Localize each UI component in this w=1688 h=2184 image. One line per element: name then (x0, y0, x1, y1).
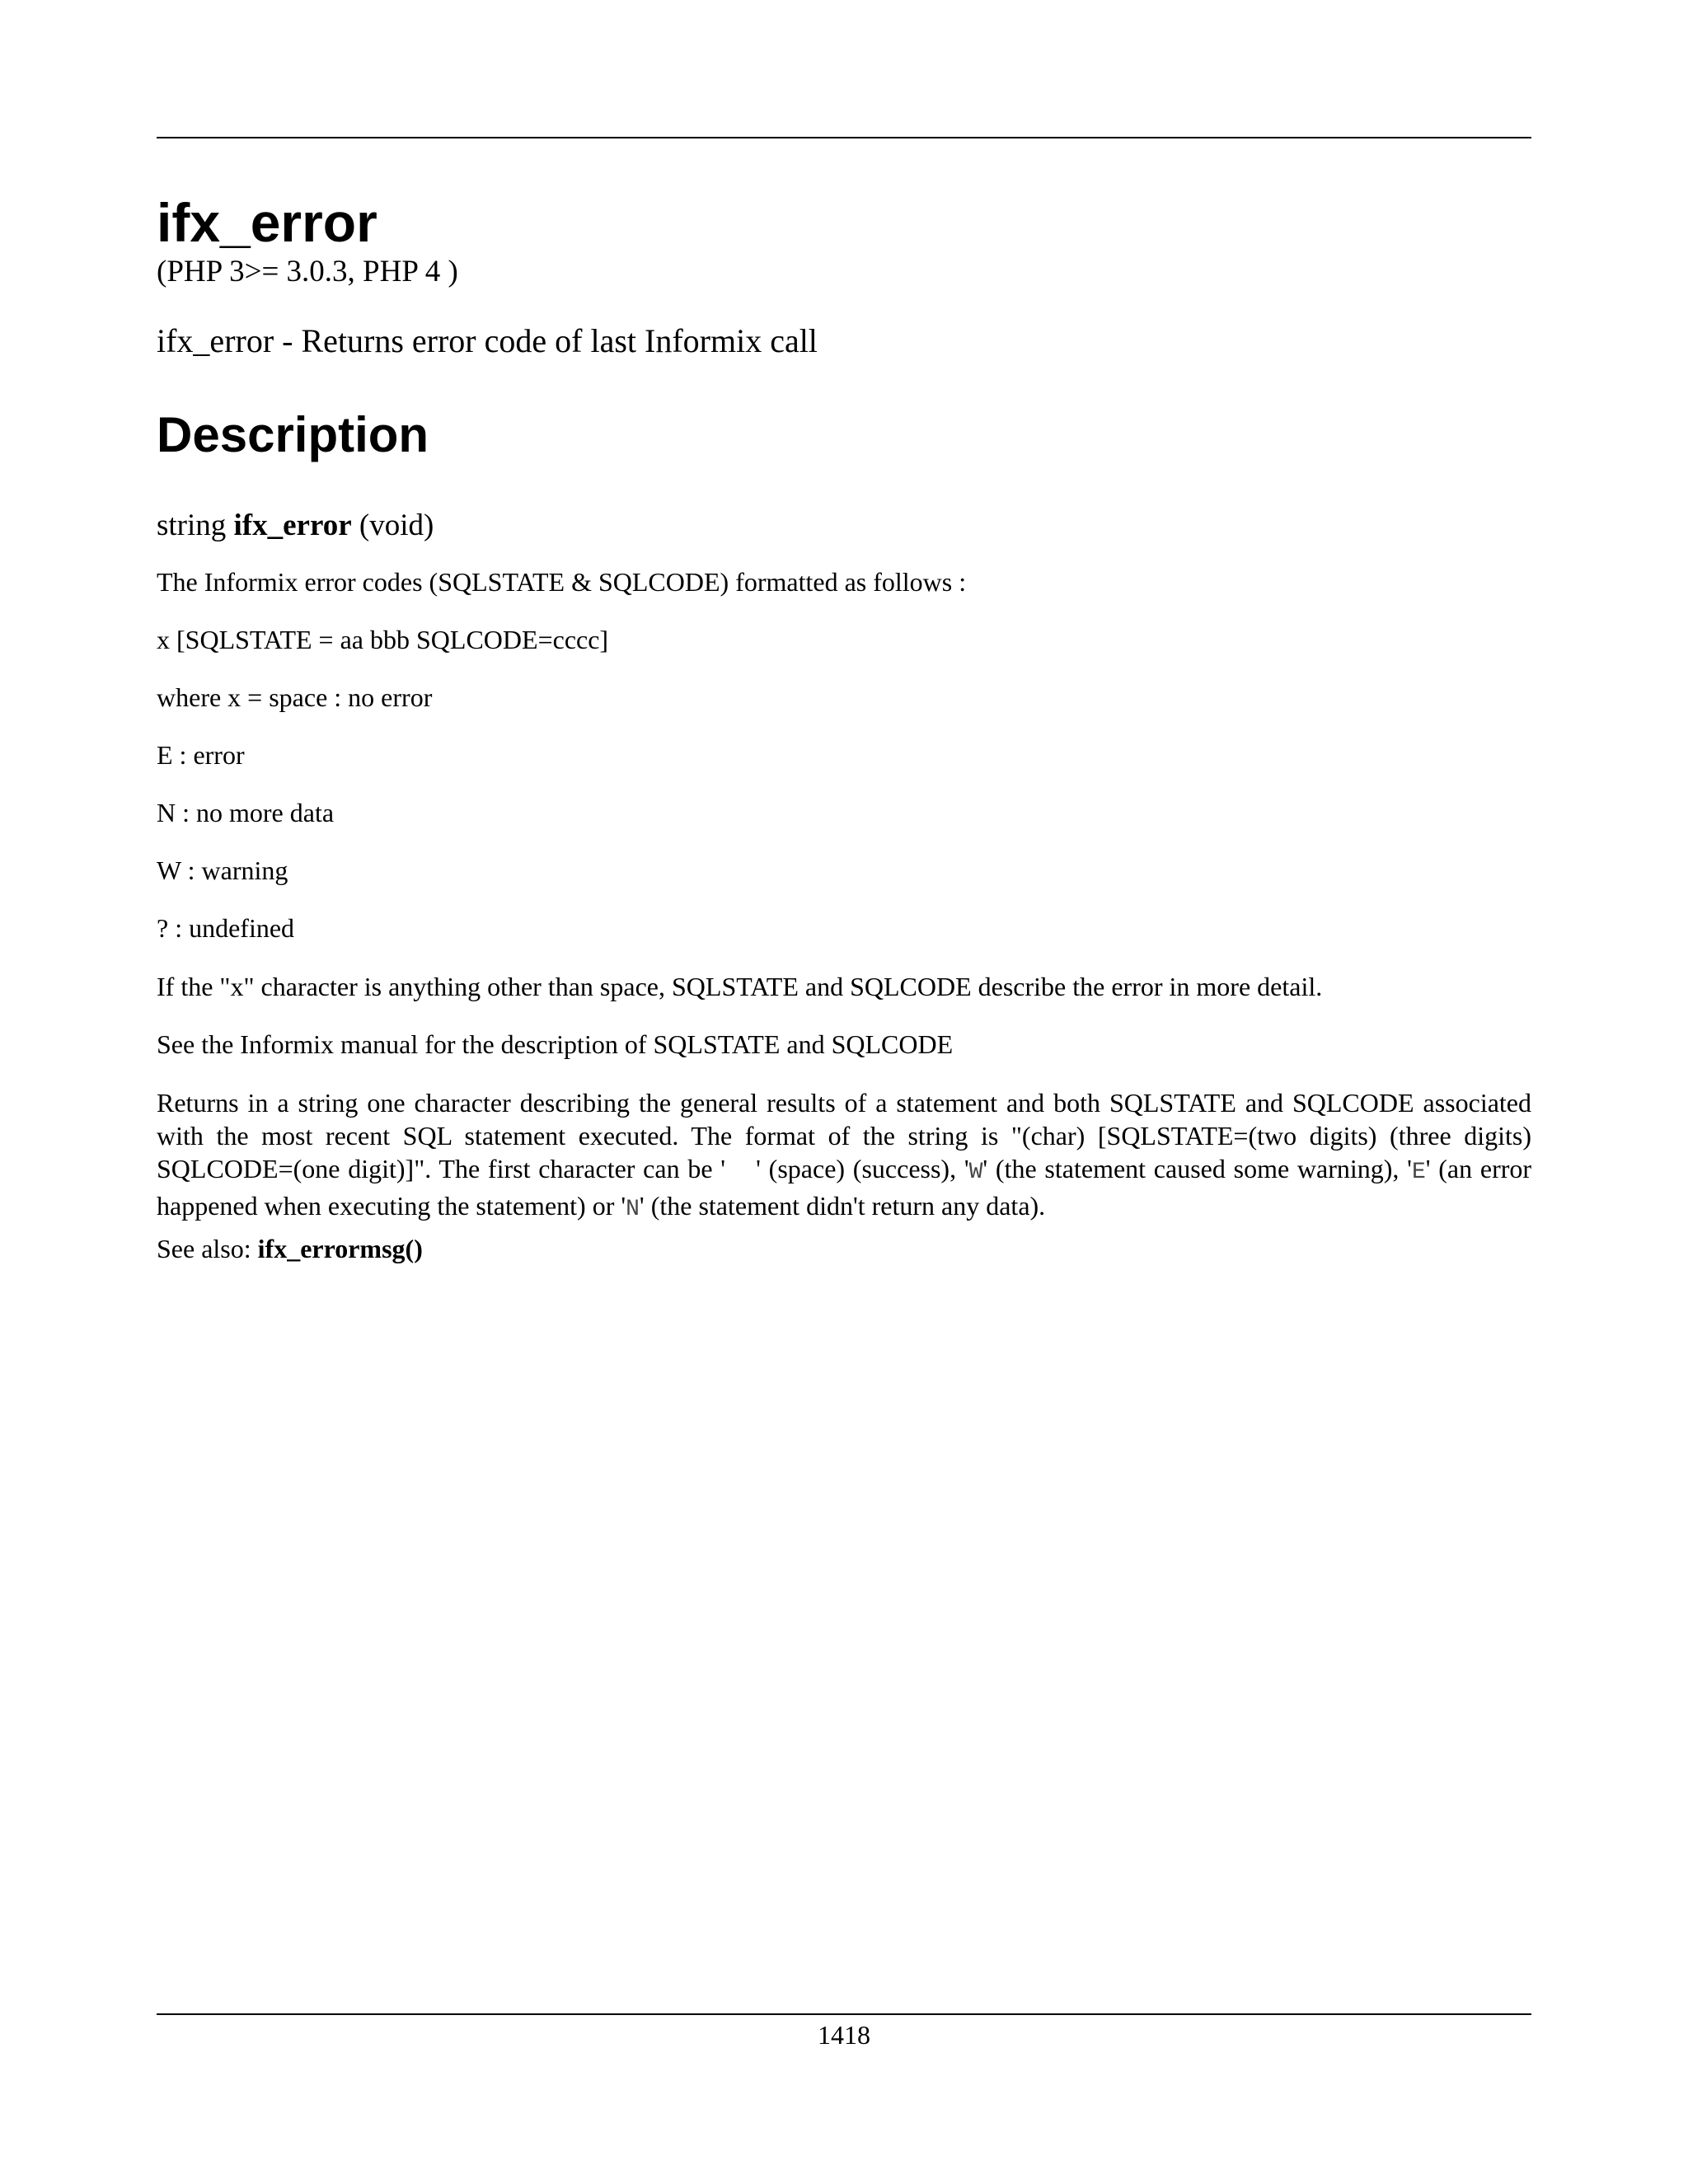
returns-text-3: ' (the statement caused some warning), ' (982, 1154, 1412, 1183)
paragraph-format: x [SQLSTATE = aa bbb SQLCODE=cccc] (157, 625, 609, 654)
header-rule (157, 137, 1531, 138)
return-type: string (157, 509, 227, 542)
code-e: E (1411, 1160, 1426, 1185)
paragraph-returns (157, 1086, 1531, 1226)
see-also-label: See also: (157, 1234, 258, 1263)
page-title: ifx_error (157, 192, 377, 253)
code-n: N (626, 1197, 640, 1222)
function-synopsis (157, 507, 434, 545)
paragraph-no-error: where x = space : no error (157, 682, 433, 712)
refname-line (157, 321, 818, 362)
returns-text-5: ' (the statement didn't return any data). (639, 1191, 1046, 1221)
php-versions: (PHP 3>= 3.0.3, PHP 4 ) (157, 255, 458, 288)
refpurpose: - Returns error code of last Informix call (274, 322, 818, 359)
function-params: (void) (359, 509, 434, 542)
returns-text-4: ' (an error happened when executing the statement) or ' (157, 1154, 1532, 1221)
function-name: ifx_error (233, 509, 352, 542)
paragraph-warning: W : warning (157, 855, 288, 885)
code-w: W (968, 1160, 983, 1185)
paragraph-undefined: ? : undefined (157, 913, 295, 943)
returns-text-1: Returns in a string one character describing the general results of a statement and both SQLSTATE and SQLCODE associated with the most recent SQL statement executed. The format of the string is "(char) [SQLSTATE=(two digits) (three digits) SQLCODE=(one digit)]". The first character can be ' (157, 1088, 1531, 1183)
returns-text-2: ' (space) (success), ' (756, 1154, 969, 1183)
code-space (725, 1160, 756, 1185)
paragraph-error: E : error (157, 740, 245, 770)
see-also-link[interactable]: ifx_errormsg() (257, 1234, 423, 1263)
paragraph-codes-intro: The Informix error codes (SQLSTATE & SQLCODE) formatted as follows : (157, 567, 967, 597)
paragraph-see-manual: See the Informix manual for the description of SQLSTATE and SQLCODE (157, 1029, 954, 1059)
section-heading: Description (157, 407, 429, 462)
paragraph-no-more-data: N : no more data (157, 798, 335, 827)
page-number: 1418 (818, 2020, 870, 2050)
see-also (157, 1232, 1531, 1265)
paragraph-x-character: If the "x" character is anything other than space, SQLSTATE and SQLCODE describe the error in more detail. (157, 972, 1323, 1001)
refname: ifx_error (157, 322, 274, 359)
